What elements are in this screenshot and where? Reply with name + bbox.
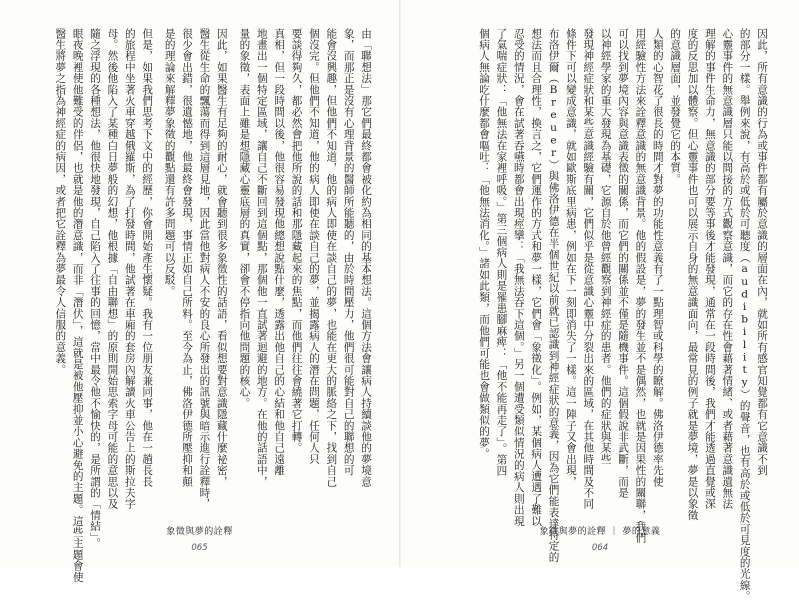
running-head: 象徵與夢的詮釋 ｜ 夢的意義 <box>539 527 661 537</box>
text-column: 條件下可以變成意識，就如歐斯底里病患，例如在下一刻即消失了一樣。這一陣子又會出現， <box>564 28 577 488</box>
text-column: 人類的心智花了很長的時間才對夢的功能性意義有了一點理智或科學的瞭解。佛洛伊德率先使 <box>651 28 664 488</box>
left-page-footer <box>0 519 399 553</box>
text-column: 母。然後他陷入了某種白日夢般的幻想，他根據「自由聯想」的原則開始思索字母可能的意思以及 <box>106 28 119 510</box>
text-column: 很少會出錯，很遺憾地，他最終會發現，事情正如自己所料。至今為止，佛洛伊德所壓抑和顛 <box>181 28 194 488</box>
text-column: 想法而且合理性，換言之，它們運作的方式和夢一樣，它們會「象徵化」。例如，某個病人遭遇了難以 <box>530 28 543 527</box>
text-column: 醫生從生命的飄蕩而得到這層見地，因此當他對病人不安的良心所發出的訊號與暗示進行詮釋時， <box>198 28 211 510</box>
text-column: 隨之浮現的各種想法，他很快地發現，自己陷入了往事的回憶，當中最令他不愉快的，是所謂的「情結」。 <box>89 28 101 550</box>
text-column: 個沒完。但他們不知道，他的病人即使在談自己的夢，並揭露病人的潛在問題，任何人只 <box>307 28 320 465</box>
left-page <box>0 0 399 583</box>
page-number: 064 <box>591 543 609 553</box>
text-column: 的旅程中坐著火車穿越俄羅斯，為了打發時間，他試著在車廂的套房內解讀火車公告上的斯拉夫字 <box>123 28 136 510</box>
text-column: 因此，如果醫生有足夠的耐心，就會聽到很多象徵性的話語，看似想要對意識隱藏什麼祕密， <box>215 28 228 488</box>
text-column: 個病人無論吃什麼都會嘔吐：「他無法消化。」諸如此類，而他們可能也會做類似的夢。 <box>478 28 490 460</box>
text-column: 的意識層面，並發覺它的本質。 <box>669 28 682 185</box>
text-column: 量的象徵，表面上雖是想隱藏心靈底層的真實，卻會不停指向他問題的核心。 <box>238 28 251 409</box>
text-column: 以神經學家的重大發現為基礎，它源自於他曾經觀察到神經症的患者。他們的症狀與某些 <box>599 28 612 465</box>
text-column: 是的理論來解釋夢象徵的觀點還有許多問題可以反駁。 <box>163 28 176 297</box>
text-column: 但是，如果我們思考下文中的經歷，你會開始產生懷疑。我有一位朋友兼同事，他在一趟長長 <box>141 28 154 488</box>
text-column: 了氣喘症狀：「他無法在家裡呼吸。」第三個病人則是罹患腳麻痺：「他不能再走了」。第四 <box>495 28 508 477</box>
text-column: 的部分一樣。舉例來說，有高於或低於可聽度（audibility）的聲音，也有高於或低於可見度的光線。 <box>738 28 751 602</box>
text-column: 要談得夠久，都必然會把他所說的話和那隱藏起來的焦點，而他們往往會繞著它打轉。 <box>290 28 303 454</box>
text-column: 布洛伊爾（Breuer）與佛洛伊德在半個世紀以前就已認識到神經症狀的意義，因為它們能表達特定的 <box>547 28 560 563</box>
text-column: 用經驗性方法來詮釋意識的無意識背景。他的假設是，夢的發生並不是偶然，也就是因果性的關聯，我們 <box>634 28 647 544</box>
text-column: 由「聯想法」那它們最終都會被化約為相同的基本想法。這個方法會讓病人持續談他的夢境意 <box>360 28 372 488</box>
right-page <box>401 0 799 602</box>
text-column: 心靈事件的無意識層只能以間接的方式觀察意識，而它的存在性會藉著情緒、或者藉著意識遺無法 <box>721 28 734 510</box>
text-column: 眼夜晚裡使他難受的伴侶，也就是他的潛意識，而非「潛伏」，這就是被他壓抑並小心避免的主題。這些主題會使 <box>71 28 84 583</box>
text-column: 真相，但一段時間以後，他很容易發現他總想說點什麼，透露出他自己的心結和他自己遠離 <box>273 28 286 476</box>
text-column: 忍受的情況，會在試著吞嚥時都會出現痙攣：「我無法吞下這個。」另一個遭受類似情況的病人則出現 <box>512 28 525 527</box>
text-column: 醫生將夢之指為神經症的病因，或者把它詮釋為夢最令人信服的意義。 <box>54 28 67 376</box>
text-column: 發現神經症狀和某些意識經驗有關，它們似乎是從意識心靈中分裂出來的區域，在其他時間及不同 <box>582 28 595 510</box>
text-column: 能會沒興趣，但他們不知道，他的病人即使在談自己的夢，也能在更大的脈絡之下，找到自己 <box>325 28 338 488</box>
running-head: 象徵與夢的詮釋 <box>166 527 233 537</box>
text-column: 象，而那正是沒有心理背景的醫師所能聽的，由於時間壓力，他們很可能對自己的聯想的可 <box>342 28 355 476</box>
text-column: 度的反思加以體察。但心靈事件也可以展示自身的無意識面向，最常見的例子就是夢境，夢是以象徵 <box>686 28 699 521</box>
text-column: 可以找到夢境內容與意識表徵的關係，而它們的關係並不僅是隨機事件。這個假說非武斷，而是 <box>617 28 629 499</box>
text-column: 因此，所有意識的行為或事件都有屬於意識的層面在內，就如所有感官知覺都有它意識不到 <box>756 28 768 476</box>
page-number: 065 <box>191 543 208 553</box>
text-column: 地畫出一個特定區域，讓自己不斷回到這個點，那個他一直試著迴避的地方。在他的話語中， <box>255 28 268 488</box>
text-column: 理解的事件生命力，無意識的部分要等事後才能發現，通常在一段時間後，我們才能透過直覺或深 <box>703 28 716 510</box>
right-page-footer <box>401 519 799 553</box>
